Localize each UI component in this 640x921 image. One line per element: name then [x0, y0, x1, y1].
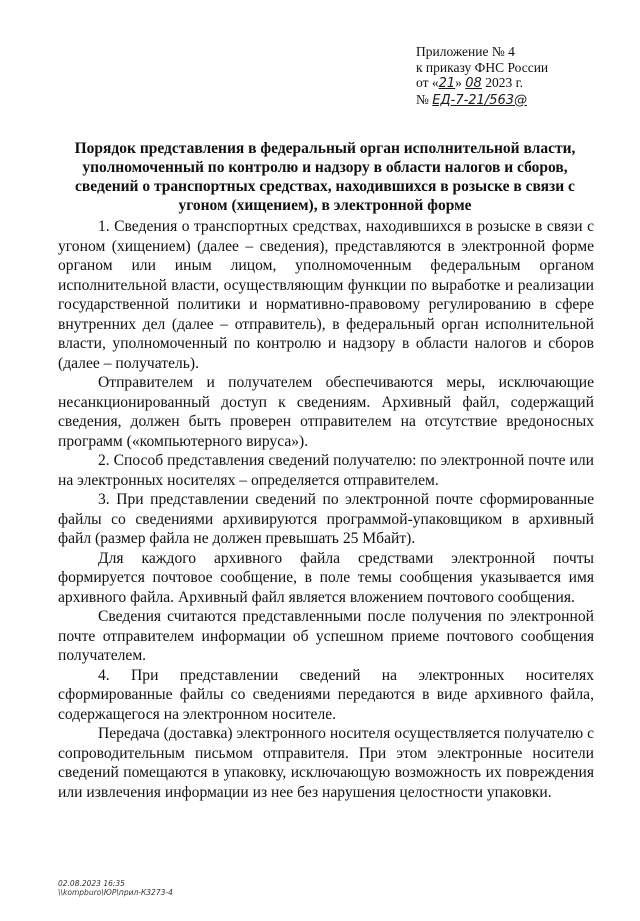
paragraph-6: Сведения считаются представленными после получения по электронной почте отправителем информации об успешном приеме почтового сообщения получателем. [58, 608, 594, 664]
order-reference: к приказу ФНС России [416, 59, 549, 75]
document-body [58, 217, 594, 802]
document-title: Порядок представления в федеральный орган исполнительной власти, уполномоченный по контролю и надзору в области налогов и сборов, сведений о транспортных средствах, находившихся в розыске в связи с угоном (хищением), в электронной форме [74, 140, 576, 214]
paragraph-1: 1. Сведения о транспортных средствах, находившихся в розыске в связи с угоном (хищением) (далее – сведения), представляются в электронной форме органом или иным лицом, уполномоченным федеральным органом исполнительной власти, осуществляющим функции по выработке и реализации государственной политики и нормативно-правовому регулированию в сфере внутренних дел (далее – отправитель), в федеральный орган исполнительной власти, уполномоченный по контролю и надзору в области налогов и сборов (далее – получатель). [58, 218, 594, 372]
order-number [416, 92, 616, 109]
date-year: 2023 г. [485, 75, 523, 90]
date-day: 21 [438, 76, 456, 91]
paragraph-5: Для каждого архивного файла средствами электронной почты формируется почтовое сообщение, в поле темы сообщения указывается имя архивного файла. Архивный файл является вложением почтового сообщения. [58, 549, 594, 606]
date-mid: » [455, 75, 462, 90]
paragraph-3: 2. Способ представления сведений получателю: по электронной почте или на электронных носителях – определяется отправителем. [58, 452, 594, 489]
paragraph-2: Отправителем и получателем обеспечиваются меры, исключающие несанкционированный доступ к сведениям. Архивный файл, содержащий сведения, должен быть проверен отправителем на отсутствие вредоносных программ («компьютерного вируса»). [58, 374, 594, 450]
footer-timestamp: 02.08.2023 16:35 [58, 879, 125, 888]
order-date [416, 75, 616, 92]
date-prefix: от « [416, 75, 439, 90]
paragraph-8: Передача (доставка) электронного носителя осуществляется получателю с сопроводительным письмом отправителя. При этом электронные носители сведений помещаются в упаковку, исключающую возможность их повреждения или извлечения информации из нее без нарушения целостности упаковки. [58, 725, 594, 801]
file-footer [58, 879, 173, 897]
footer-file-path: \\kompburo\ЮР\прил-К3273-4 [58, 888, 173, 897]
appendix-number: Приложение № 4 [416, 44, 515, 59]
date-month: 08 [465, 76, 482, 91]
number-value: ЕД-7-21/563@ [432, 92, 528, 108]
appendix-header [416, 44, 616, 108]
number-prefix: № [416, 91, 429, 107]
paragraph-7: 4. При представлении сведений на электронных носителях сформированные файлы со сведениями передаются в виде архивного файла, содержащегося на электронном носителе. [58, 666, 594, 723]
paragraph-4: 3. При представлении сведений по электронной почте сформированные файлы со сведениями архивируются программой-упаковщиком в архивный файл (размер файла не должен превышать 25 Мбайт). [58, 491, 594, 547]
